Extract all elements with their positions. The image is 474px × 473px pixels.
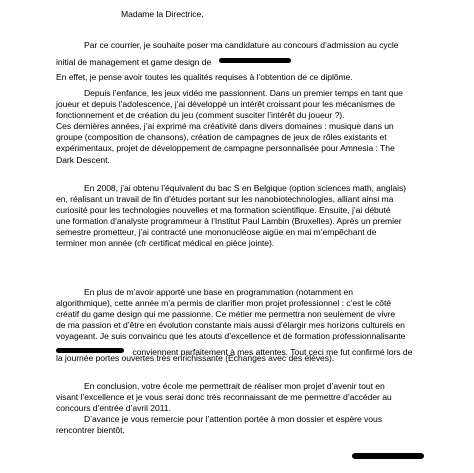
paragraph-2-line-8: Dark Descent. (56, 155, 110, 165)
paragraph-1-line-2: initial de management et game design de (56, 57, 212, 67)
paragraph-1-line-2-row (56, 52, 291, 70)
paragraph-5-line-5: rencontrer bientôt, (56, 425, 125, 435)
paragraph-2-line-6: groupe (composition de chansons), création de campagnes de jeux de rôles existants et (56, 132, 387, 142)
paragraph-2-line-2: Depuis l’enfance, les jeux vidéo me passionnent. Dans un premier temps en tant que (84, 88, 403, 98)
paragraph-4-line-6: conviennent parfaitement à mes attentes. Tout ceci me fut confirmé lors de (132, 347, 413, 357)
paragraph-3-line-1: En 2008, j’ai obtenu l’équivalent du bac S en Belgique (option sciences math, anglais) (84, 183, 406, 193)
redaction-mark (219, 58, 291, 63)
paragraph-2-line-7: expérimentaux, projet de développement de campagne personnalisée pour Amnesia : The (56, 143, 395, 153)
paragraph-3-line-5: semestre prometteur, j’ai contracté une mononucléose aigüe en mai m’empêchant de (56, 227, 377, 237)
redaction-mark (352, 453, 424, 459)
paragraph-2-line-1: En effet, je pense avoir toutes les qualités requises à l’obtention de ce diplôme. (56, 72, 353, 82)
paragraph-3-line-2: en, réalisant un travail de fin d’études portant sur les nanobiotechnologies, alliant ainsi ma (56, 194, 394, 204)
paragraph-5-line-3: concours d’entrée d’avril 2011. (56, 403, 171, 413)
paragraph-4-line-4: de ma passion et d’être en évolution constante mais aussi d’élargir mes horizons culturels en (56, 320, 405, 330)
salutation: Madame la Directrice, (121, 9, 204, 19)
paragraph-2-line-4: fonctionnement et de création du jeu (comment susciter l’intérêt du joueur ?). (56, 110, 345, 120)
signature-redaction (352, 447, 424, 465)
paragraph-4-line-1: En plus de m’avoir apporté une base en programmation (notamment en (84, 287, 353, 297)
paragraph-5-line-1: En conclusion, votre école me permettrait de réaliser mon projet d’avenir tout en (84, 381, 385, 391)
paragraph-4-line-7: la journée portes ouvertes très enrichissante (Echanges avec des élèves). (56, 353, 335, 363)
paragraph-5-line-2: visant l’excellence et je vous serai donc très reconnaissant de me permettre d’accéder au (56, 392, 392, 402)
paragraph-3-line-4: une formation d’analyste programmeur à l’Institut Paul Lambin (Bruxelles). Après un premier (56, 216, 402, 226)
paragraph-1-line-1: Par ce courrier, je souhaite poser ma candidature au concours d’admission au cycle (84, 40, 399, 50)
paragraph-4-line-3: créatif du game design qui me passionne. Ce métier me permettra non seulement de vivre (56, 309, 396, 319)
paragraph-3-line-3: curiosité pour les technologies nouvelles et ma formation scientifique. Ensuite, j’ai débuté (56, 205, 391, 215)
paragraph-4-line-2: algorithmique), cette année m’a permis de clarifier mon projet professionnel : c’est le côté (56, 298, 392, 308)
paragraph-2-line-3: joueur et depuis l’adolescence, j’ai développé un intérêt croissant pour les mécanismes de (56, 99, 395, 109)
paragraph-4-line-5: voyageant. Je suis convaincu que les atouts d’excellence et de formation professionnalisante (56, 331, 406, 341)
paragraph-5-line-4: D’avance je vous remercie pour l’attention portée à mon dossier et espère vous (84, 414, 382, 424)
paragraph-3-line-6: terminer mon année (cfr certificat médical en pièce jointe). (56, 238, 275, 248)
paragraph-2-line-5: Ces dernières années, j’ai exprimé ma créativité dans divers domaines : musique dans un (56, 121, 394, 131)
